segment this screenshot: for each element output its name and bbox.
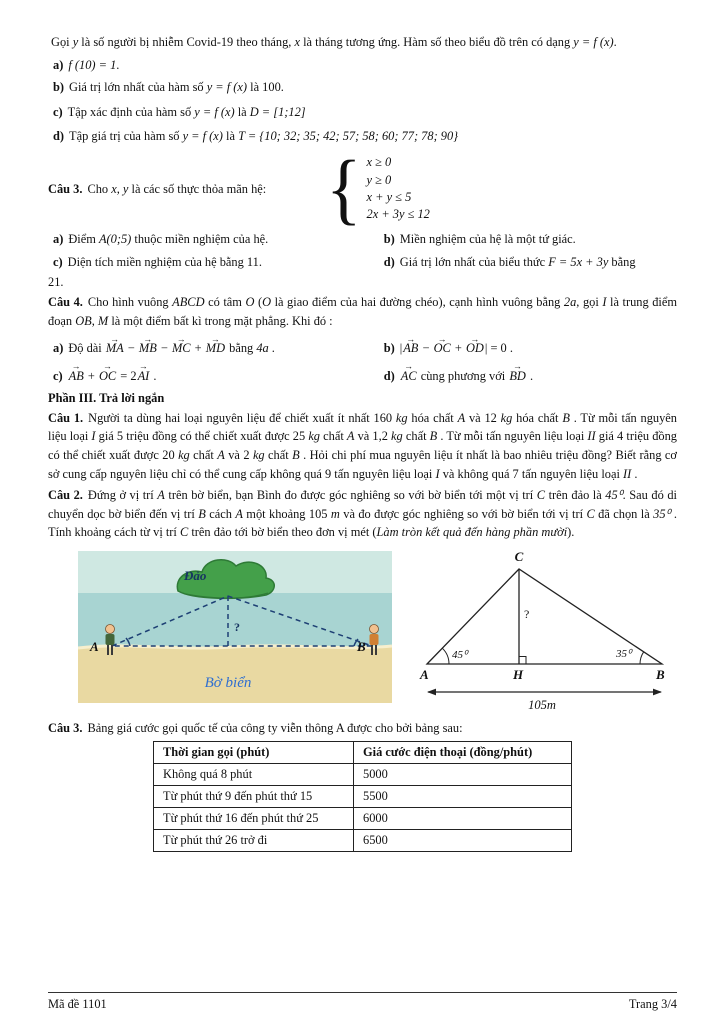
math-run: D = [1;12] <box>249 104 306 119</box>
text-run: là trung điểm đoạn <box>48 295 677 328</box>
text-run: là số người bị nhiễm Covid-19 theo tháng, <box>78 35 295 49</box>
text-run: và 2 <box>224 447 253 462</box>
text-run: bằng <box>608 254 636 269</box>
math-run: 35⁰ <box>653 506 671 521</box>
triangle-diagram <box>412 551 677 716</box>
system-line-1: x ≥ 0 <box>366 155 392 170</box>
vector-AB: AB → <box>403 339 418 358</box>
math-run: II <box>587 429 596 444</box>
math-run: m <box>330 506 340 521</box>
item-label: d) <box>383 254 395 269</box>
vector-OD: OD → <box>466 339 484 358</box>
math-run: kg <box>252 447 265 462</box>
text-run: Giá trị lớn nhất của hàm số <box>69 80 207 95</box>
math-run: 2a <box>563 295 577 310</box>
text-run: = 2 <box>117 369 137 384</box>
text-run: . <box>613 35 617 49</box>
math-run: y = f (x) <box>206 80 248 95</box>
math-run: x <box>294 35 301 49</box>
exam-code: Mã đề 1101 <box>48 997 107 1011</box>
math-run: f (10) = 1 <box>68 57 117 72</box>
text-run: là <box>222 129 239 144</box>
covid-question-intro <box>48 33 677 52</box>
text-run: . <box>631 466 638 481</box>
vector-AC: AC → <box>401 367 417 386</box>
text-run: trên đảo tới bờ biển theo đơn vị mét ( <box>188 525 377 540</box>
text-run: Tập giá trị của hàm số <box>69 129 183 144</box>
part3-cau3 <box>48 719 677 738</box>
text-run: cùng phương với <box>417 369 509 384</box>
fee-table-row <box>154 829 572 851</box>
text-run: − <box>157 341 171 356</box>
math-run: F = 5x + 3y <box>548 254 609 269</box>
fee-cell-duration: Không quá 8 phút <box>154 763 354 785</box>
fee-table-row <box>154 785 572 807</box>
text-run: Điểm <box>68 232 99 247</box>
math-run: kg <box>178 447 190 462</box>
dimension-arrow <box>427 689 662 696</box>
fee-cell-price: 6500 <box>354 829 572 851</box>
fee-cell-duration: Từ phút thứ 16 đến phút thứ 25 <box>154 807 354 829</box>
text-run: . <box>150 369 157 384</box>
right-angle-marker <box>519 656 526 664</box>
part3-heading: Phần III. Trả lời ngắn <box>48 390 165 405</box>
item-text <box>400 255 636 269</box>
math-run: II <box>623 466 632 481</box>
math-run: A <box>157 488 165 503</box>
item-label: a) <box>53 232 64 247</box>
text-run: bằng <box>226 341 257 356</box>
math-run: A <box>346 429 355 444</box>
math-run: T = {10; 32; 35; 42; 57; 58; 60; 77; 78; 90} <box>238 129 459 144</box>
text-run: có tâm <box>204 295 246 310</box>
math-run: B <box>198 506 206 521</box>
vector-MC: MC → <box>172 339 191 358</box>
math-run: 4a <box>256 341 269 356</box>
text-run: là <box>234 104 250 119</box>
fee-cell-price: 6000 <box>354 807 572 829</box>
cau3-items-row-2 <box>48 253 677 272</box>
cau4-intro <box>48 293 677 330</box>
math-run: A(0;5) <box>98 232 132 247</box>
cau4-items-row-2 <box>48 367 677 386</box>
text-run: . <box>116 57 120 72</box>
beach-point-b-label: B <box>357 638 366 654</box>
item-label: d) <box>53 129 65 144</box>
cau3-intro-text <box>87 182 266 196</box>
vector-OC: OC → <box>434 339 451 358</box>
text-run: , <box>91 313 98 328</box>
math-run: ABCD <box>172 295 205 310</box>
system-brace: { <box>326 144 362 234</box>
text-run: và 12 <box>465 410 501 425</box>
vector-OC: OC → <box>99 367 116 386</box>
item-text <box>400 341 513 355</box>
angle-arc-35 <box>640 652 644 664</box>
text-run: Miền nghiệm của hệ là một tứ giác. <box>399 232 576 247</box>
fee-cell-duration: Từ phút thứ 9 đến phút thứ 15 <box>154 785 354 807</box>
text-run: là một điểm bất kì trong mặt phẳng. Khi đó : <box>108 313 333 328</box>
cau3-item-d-overflow: 21. <box>48 275 64 290</box>
angle-a-label: 45⁰ <box>452 648 468 661</box>
text-run: . <box>526 369 534 384</box>
item-text <box>68 369 157 383</box>
cau3-items-row-1 <box>48 230 677 249</box>
item-text <box>68 232 268 246</box>
vector-AI: AI → <box>138 367 150 386</box>
item-text <box>68 105 306 119</box>
cau3-p3-label: Câu 3. <box>48 720 83 735</box>
island-label: Đảo <box>184 567 207 583</box>
vector-MB: MB → <box>139 339 157 358</box>
text-run: . Tính khoảng cách từ vị trí <box>48 506 677 540</box>
vertex-a-label: A <box>420 666 429 682</box>
item-label: c) <box>53 254 63 269</box>
cau3-item-b <box>384 230 677 249</box>
cau4-items-row-1 <box>48 339 677 358</box>
text-run: Cho hình vuông <box>87 295 173 310</box>
text-run: , gọi <box>576 295 603 310</box>
system-line-2: y ≥ 0 <box>366 172 392 187</box>
fee-cell-price: 5500 <box>354 785 572 807</box>
fee-table-row <box>154 807 572 829</box>
text-run: Bảng giá cước gọi quốc tế của công ty viễn thông A được cho bởi bảng sau: <box>87 720 463 735</box>
item-text <box>68 58 119 72</box>
text-run: + <box>84 369 98 384</box>
part3-cau1 <box>48 409 677 483</box>
item-label: a) <box>53 57 64 72</box>
beach-question-mark: ? <box>234 619 240 634</box>
beach-point-a-label: A <box>90 638 99 654</box>
cau1-label: Câu 1. <box>48 410 84 425</box>
text-run: cách <box>205 506 236 521</box>
math-run: A <box>217 447 225 462</box>
cau4-item-a <box>53 339 384 358</box>
item-label: c) <box>53 369 63 384</box>
text-run: là 100. <box>247 80 284 95</box>
math-run: kg <box>391 429 403 444</box>
item-label: b) <box>383 232 395 247</box>
item-label: b) <box>53 80 65 95</box>
cau3-system-block <box>48 144 677 234</box>
fee-header-duration: Thời gian gọi (phút) <box>154 741 354 763</box>
text-run: hóa chất <box>512 410 563 425</box>
fee-table <box>153 741 572 852</box>
vertex-b-label: B <box>656 666 665 682</box>
math-run: y = f (x) <box>573 35 614 49</box>
fee-table-row <box>154 763 572 785</box>
cau4-intro-text <box>48 295 677 328</box>
text-run: giá 5 triệu đồng có thể chiết xuất được 25 <box>95 429 309 444</box>
text-run: . Từ mỗi tấn nguyên liệu loại <box>48 410 677 444</box>
vector-MA: MA → <box>106 339 124 358</box>
covid-item-d <box>48 127 677 146</box>
item-text <box>69 129 458 143</box>
cau3-label: Câu 3. <box>48 181 83 196</box>
vector-BD: BD → <box>509 367 526 386</box>
text-run: là giao điểm của hai đường chéo), cạnh hình vuông bằng <box>271 295 564 310</box>
diagram-question-mark: ? <box>524 606 530 621</box>
text-run: một khoảng 105 <box>242 506 331 521</box>
math-run: I <box>91 429 96 444</box>
math-run: y <box>72 35 79 49</box>
covid-intro-text <box>51 35 617 49</box>
vector-MD: MD → <box>206 339 225 358</box>
text-run: giá 4 triệu đồng có thể chiết xuất được 20 <box>48 429 677 462</box>
fee-table-header-row <box>154 741 572 763</box>
covid-item-b <box>48 78 677 97</box>
page-footer <box>48 992 677 1012</box>
cau3-intro <box>48 180 324 199</box>
system-lines <box>367 154 430 223</box>
text-run: . <box>268 341 275 356</box>
math-run: C <box>586 506 595 521</box>
math-run: kg <box>308 429 321 444</box>
text-run: − <box>124 341 138 356</box>
math-run: M <box>97 313 109 328</box>
text-run: trên bờ biển, bạn Bình đo được góc nghiêng so với bờ biển tới một vị trí <box>164 488 537 503</box>
item-text <box>68 255 262 269</box>
fee-header-price: Giá cước điện thoại (đồng/phút) <box>354 741 572 763</box>
vertex-h-label: H <box>513 666 524 682</box>
cau2-text <box>48 488 677 539</box>
text-run: chất <box>402 429 430 444</box>
text-run: đã chọn là <box>594 506 654 521</box>
math-run: y = f (x) <box>194 104 235 119</box>
cau4-label: Câu 4. <box>48 295 83 310</box>
angle-arc-45 <box>442 648 449 664</box>
page-number: Trang 3/4 <box>628 997 677 1011</box>
part3-cau2 <box>48 486 677 542</box>
text-run: | = 0 . <box>484 341 513 356</box>
fee-cell-duration: Từ phút thứ 26 trở đi <box>154 829 354 851</box>
cau3-p3-text <box>87 721 462 735</box>
math-run: O <box>245 295 255 310</box>
cau4-item-c <box>53 367 384 386</box>
text-run: chất <box>189 447 218 462</box>
text-run: − <box>419 341 433 356</box>
math-run: C <box>179 525 189 540</box>
text-run: hóa chất <box>407 410 458 425</box>
text-run: là các số thực thỏa mãn hệ: <box>128 181 267 196</box>
text-run: ( <box>254 295 263 310</box>
math-run: O <box>262 295 272 310</box>
beach-illustration <box>78 551 392 703</box>
text-run: trên đảo là <box>545 488 606 503</box>
item-label: b) <box>383 341 395 356</box>
text-run: Gọi <box>51 35 73 49</box>
item-label: c) <box>53 104 63 119</box>
math-run: x, y <box>111 181 129 196</box>
math-run: I <box>602 295 607 310</box>
math-run: y = f (x) <box>182 129 223 144</box>
cau3-item-c <box>53 253 384 272</box>
item-text <box>69 80 284 94</box>
item-label: d) <box>383 369 395 384</box>
cau3-item-d <box>384 253 677 272</box>
angle-b-label: 35⁰ <box>616 647 632 660</box>
math-run: 45⁰ <box>605 488 623 503</box>
item-text <box>400 369 533 383</box>
math-run: B <box>429 429 438 444</box>
text-run: và không quá 7 tấn nguyên liệu loại <box>439 466 624 481</box>
math-run: kg <box>500 410 513 425</box>
cau4-item-d <box>384 367 677 386</box>
text-run: Cho <box>87 181 112 196</box>
math-run: B <box>292 447 300 462</box>
item-label: a) <box>53 341 64 356</box>
text-run: và đo được góc nghiêng so với bờ biển tới vị trí <box>339 506 587 521</box>
cau4-item-b <box>384 339 677 358</box>
cau2-label: Câu 2. <box>48 488 83 503</box>
text-run: . Hỏi chi phí mua nguyên liệu ít nhất là bao nhiêu triệu đồng? Biết rằng cơ sở cung cấp nguyên liệu chỉ có thể cung cấp không quá 9 tấn nguyên liệu loại <box>48 447 677 481</box>
math-run: kg <box>395 410 408 425</box>
math-run: I <box>435 466 440 481</box>
text-run: và 1,2 <box>354 429 392 444</box>
text-run: thuộc miền nghiệm của hệ. <box>131 232 269 247</box>
text-run: Diện tích miền nghiệm của hệ bằng 11. <box>67 254 262 269</box>
fee-cell-price: 5000 <box>354 763 572 785</box>
item-text <box>400 232 576 246</box>
vector-AB: AB → <box>69 367 84 386</box>
text-run: Độ dài <box>68 341 105 356</box>
cau1-text <box>48 411 677 481</box>
italic-run: Làm tròn kết quả đến hàng phần mười <box>376 525 568 540</box>
text-run: Người ta dùng hai loại nguyên liệu để chiết xuất ít nhất 160 <box>88 410 396 425</box>
math-run: A <box>235 506 243 521</box>
covid-item-c <box>48 103 677 122</box>
system-line-3: x + y ≤ 5 <box>366 190 412 205</box>
text-run: ). <box>567 525 575 540</box>
shore-label: Bờ biển <box>204 674 252 691</box>
text-run: chất <box>264 447 293 462</box>
math-run: B <box>562 410 570 425</box>
text-run: là tháng tương ứng. Hàm số theo biểu đồ trên có dạng <box>300 35 574 49</box>
math-run: C <box>536 488 546 503</box>
text-run: Tập xác định của hàm số <box>67 104 195 119</box>
figures-row <box>78 551 677 716</box>
text-run: . Sau đó di chuyển dọc bờ biển đến vị trí <box>48 488 677 521</box>
system-line-4: 2x + 3y ≤ 12 <box>366 207 430 222</box>
math-run: OB <box>75 313 92 328</box>
text-run: Đứng ở vị trí <box>87 488 158 503</box>
math-run: A <box>457 410 466 425</box>
vertex-c-label: C <box>514 550 524 564</box>
base-length-label: 105m <box>528 697 556 712</box>
covid-item-a <box>48 56 677 75</box>
text-run: + <box>451 341 465 356</box>
item-text <box>68 341 275 355</box>
text-run: Giá trị lớn nhất của biểu thức <box>399 254 549 269</box>
text-run: chất <box>320 429 347 444</box>
text-run: | <box>399 341 403 356</box>
text-run: + <box>191 341 205 356</box>
text-run: . Từ mỗi tấn nguyên liệu loại <box>437 429 588 444</box>
